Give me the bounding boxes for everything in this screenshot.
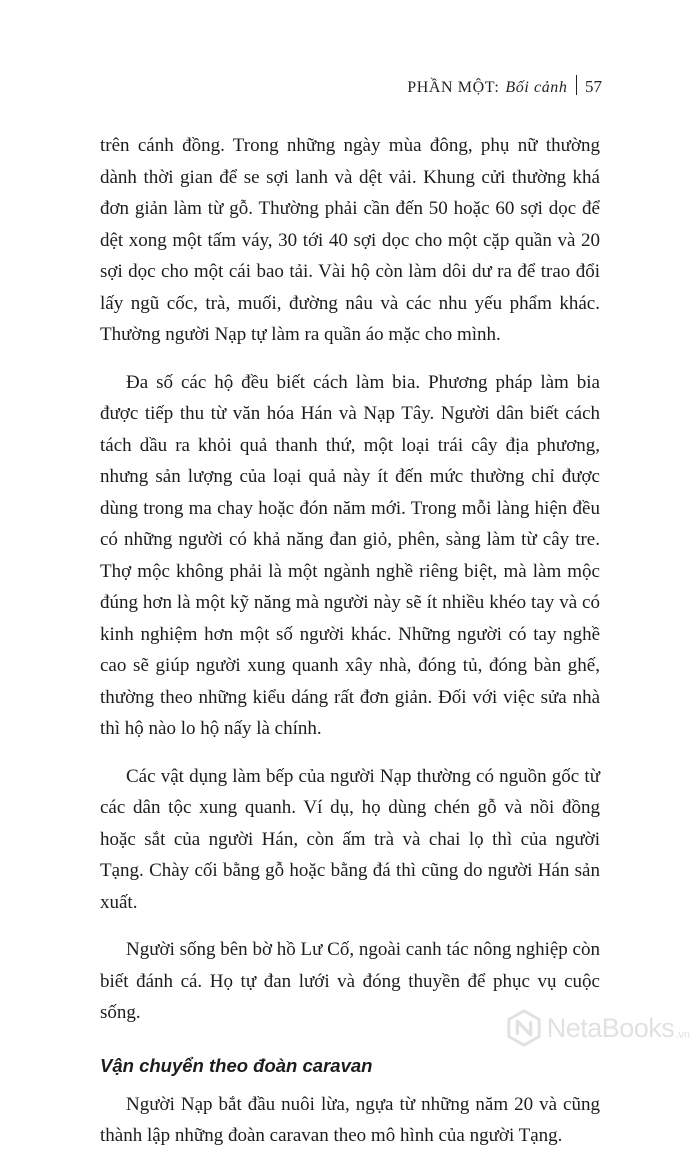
header-section-title: Bối cảnh (505, 79, 568, 96)
paragraph: Người sống bên bờ hồ Lư Cố, ngoài canh tác nông nghiệp còn biết đánh cá. Họ tự đan lưới và đóng thuyền để phục vụ cuộc sống. (100, 939, 600, 1023)
paragraph: Các vật dụng làm bếp của người Nạp thường có nguồn gốc từ các dân tộc xung quanh. Ví dụ, họ dùng chén gỗ và nồi đồng hoặc sắt của người Hán, còn ấm trà và chai lọ thì của người Tạng. Chày cối bằng gỗ hoặc bằng đá thì cũng do người Hán sản xuất. (100, 765, 600, 913)
page-number: 57 (585, 77, 602, 96)
section-subheading: Vận chuyển theo đoàn caravan (100, 1054, 373, 1076)
paragraph: Người Nạp bắt đầu nuôi lừa, ngựa từ những năm 20 và cũng thành lập những đoàn caravan theo mô hình của người Tạng. (100, 1093, 600, 1146)
paragraph: trên cánh đồng. Trong những ngày mùa đông, phụ nữ thường dành thời gian để se sợi lanh và dệt vải. Khung cửi thường khá đơn giản làm từ gỗ. Thường phải cần đến 50 hoặc 60 sợi dọc để dệt xong một tấm váy, 30 tới 40 sợi dọc cho một cặp quần và 20 sợi dọc cho một cái bao tải. Vài hộ còn làm dôi dư ra để trao đổi lấy ngũ cốc, trà, muối, đường nâu và các nhu yếu phẩm khác. Thường người Nạp tự làm ra quần áo mặc cho mình. (100, 135, 600, 345)
watermark-brand: NetaBooks (546, 1012, 675, 1043)
running-header (407, 72, 602, 97)
page-body (100, 130, 600, 1152)
paragraph: Đa số các hộ đều biết cách làm bia. Phương pháp làm bia được tiếp thu từ văn hóa Hán và Nạp Tây. Người dân biết cách tách dầu ra khỏi quả thanh thứ, một loại trái cây địa phương, nhưng sản lượng của loại quả này ít đến mức thường chỉ được dùng trong ma chay hoặc đón năm mới. Trong mỗi làng hiện đều có những người có khả năng đan giỏ, phên, sàng làm từ cây tre. Thợ mộc không phải là một ngành nghề riêng biệt, mà làm mộc đúng hơn là một kỹ năng mà người này sẽ ít nhiều khéo tay và có kinh nghiệm hơn một số người khác. Những người có tay nghề cao sẽ giúp người xung quanh xây nhà, đóng tủ, đóng bàn ghế, thường theo những kiểu dáng rất đơn giản. Đối với việc sửa nhà thì hộ nào lo hộ nấy là chính. (100, 371, 600, 739)
watermark-suffix: .vn (675, 1029, 690, 1041)
header-divider (576, 75, 578, 95)
watermark (505, 1009, 690, 1047)
netabooks-logo-icon (505, 1009, 543, 1047)
header-section-label: PHẦN MỘT: (407, 79, 500, 96)
